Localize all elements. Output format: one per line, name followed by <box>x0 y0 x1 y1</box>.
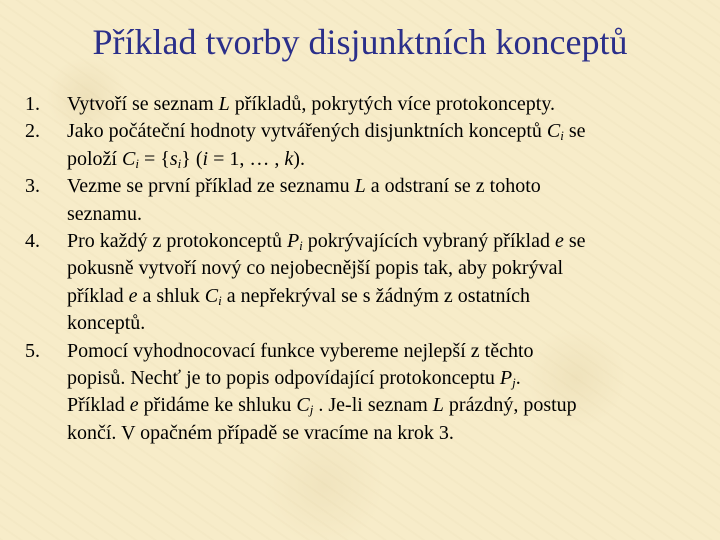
text-line: příklad e a shluk $C_i$ a nepřekrýval se s žádným z ostatních <box>67 284 530 308</box>
list-item-text <box>67 173 695 228</box>
text-line: konceptů. <box>67 312 146 335</box>
text-line: Vezme se první příklad ze seznamu L a odstraní se z tohoto <box>67 175 541 198</box>
text-line: seznamu. <box>67 202 142 225</box>
list-item-text <box>67 118 695 173</box>
list-item-number: 1. <box>25 93 40 115</box>
text-line: Jako počáteční hodnoty vytvářených disjunktních konceptů $C_i$ se <box>67 120 586 144</box>
text-line: položí $C_i = \{s_i\} (i = 1$, … , k). <box>67 147 305 171</box>
list-item <box>25 91 695 118</box>
slide-title: Příklad tvorby disjunktních konceptů <box>92 22 628 62</box>
list-item-text <box>67 338 695 448</box>
list-item-number: 3. <box>25 175 40 198</box>
list-item <box>25 338 695 448</box>
list-item-number: 2. <box>25 120 40 143</box>
text-line: Vytvoří se seznam L příkladů, pokrytých více protokoncepty. <box>67 93 556 115</box>
text-line: končí. V opačném případě se vracíme na krok 3. <box>67 421 454 444</box>
list-item <box>25 118 695 173</box>
list-item-number: 4. <box>25 230 40 253</box>
steps-list <box>25 91 695 447</box>
text-line: popisů. Nechť je to popis odpovídající protokonceptu $P_j$. <box>67 367 521 391</box>
text-line: Pro každý z protokonceptů $P_i$ pokrývajících vybraný příklad e se <box>67 230 586 254</box>
list-item-text <box>67 91 695 118</box>
list-item <box>25 173 695 228</box>
text-line: Pomocí vyhodnocovací funkce vybereme nejlepší z těchto <box>67 339 534 362</box>
text-line: pokusně vytvoří nový co nejobecnější popis tak, aby pokrýval <box>67 257 564 280</box>
list-item-number: 5. <box>25 339 40 362</box>
text-line: Příklad e přidáme ke shluku $C_j$ . Je-li seznam L prázdný, postup <box>67 394 577 418</box>
list-item <box>25 228 695 338</box>
list-item-text <box>67 228 695 338</box>
